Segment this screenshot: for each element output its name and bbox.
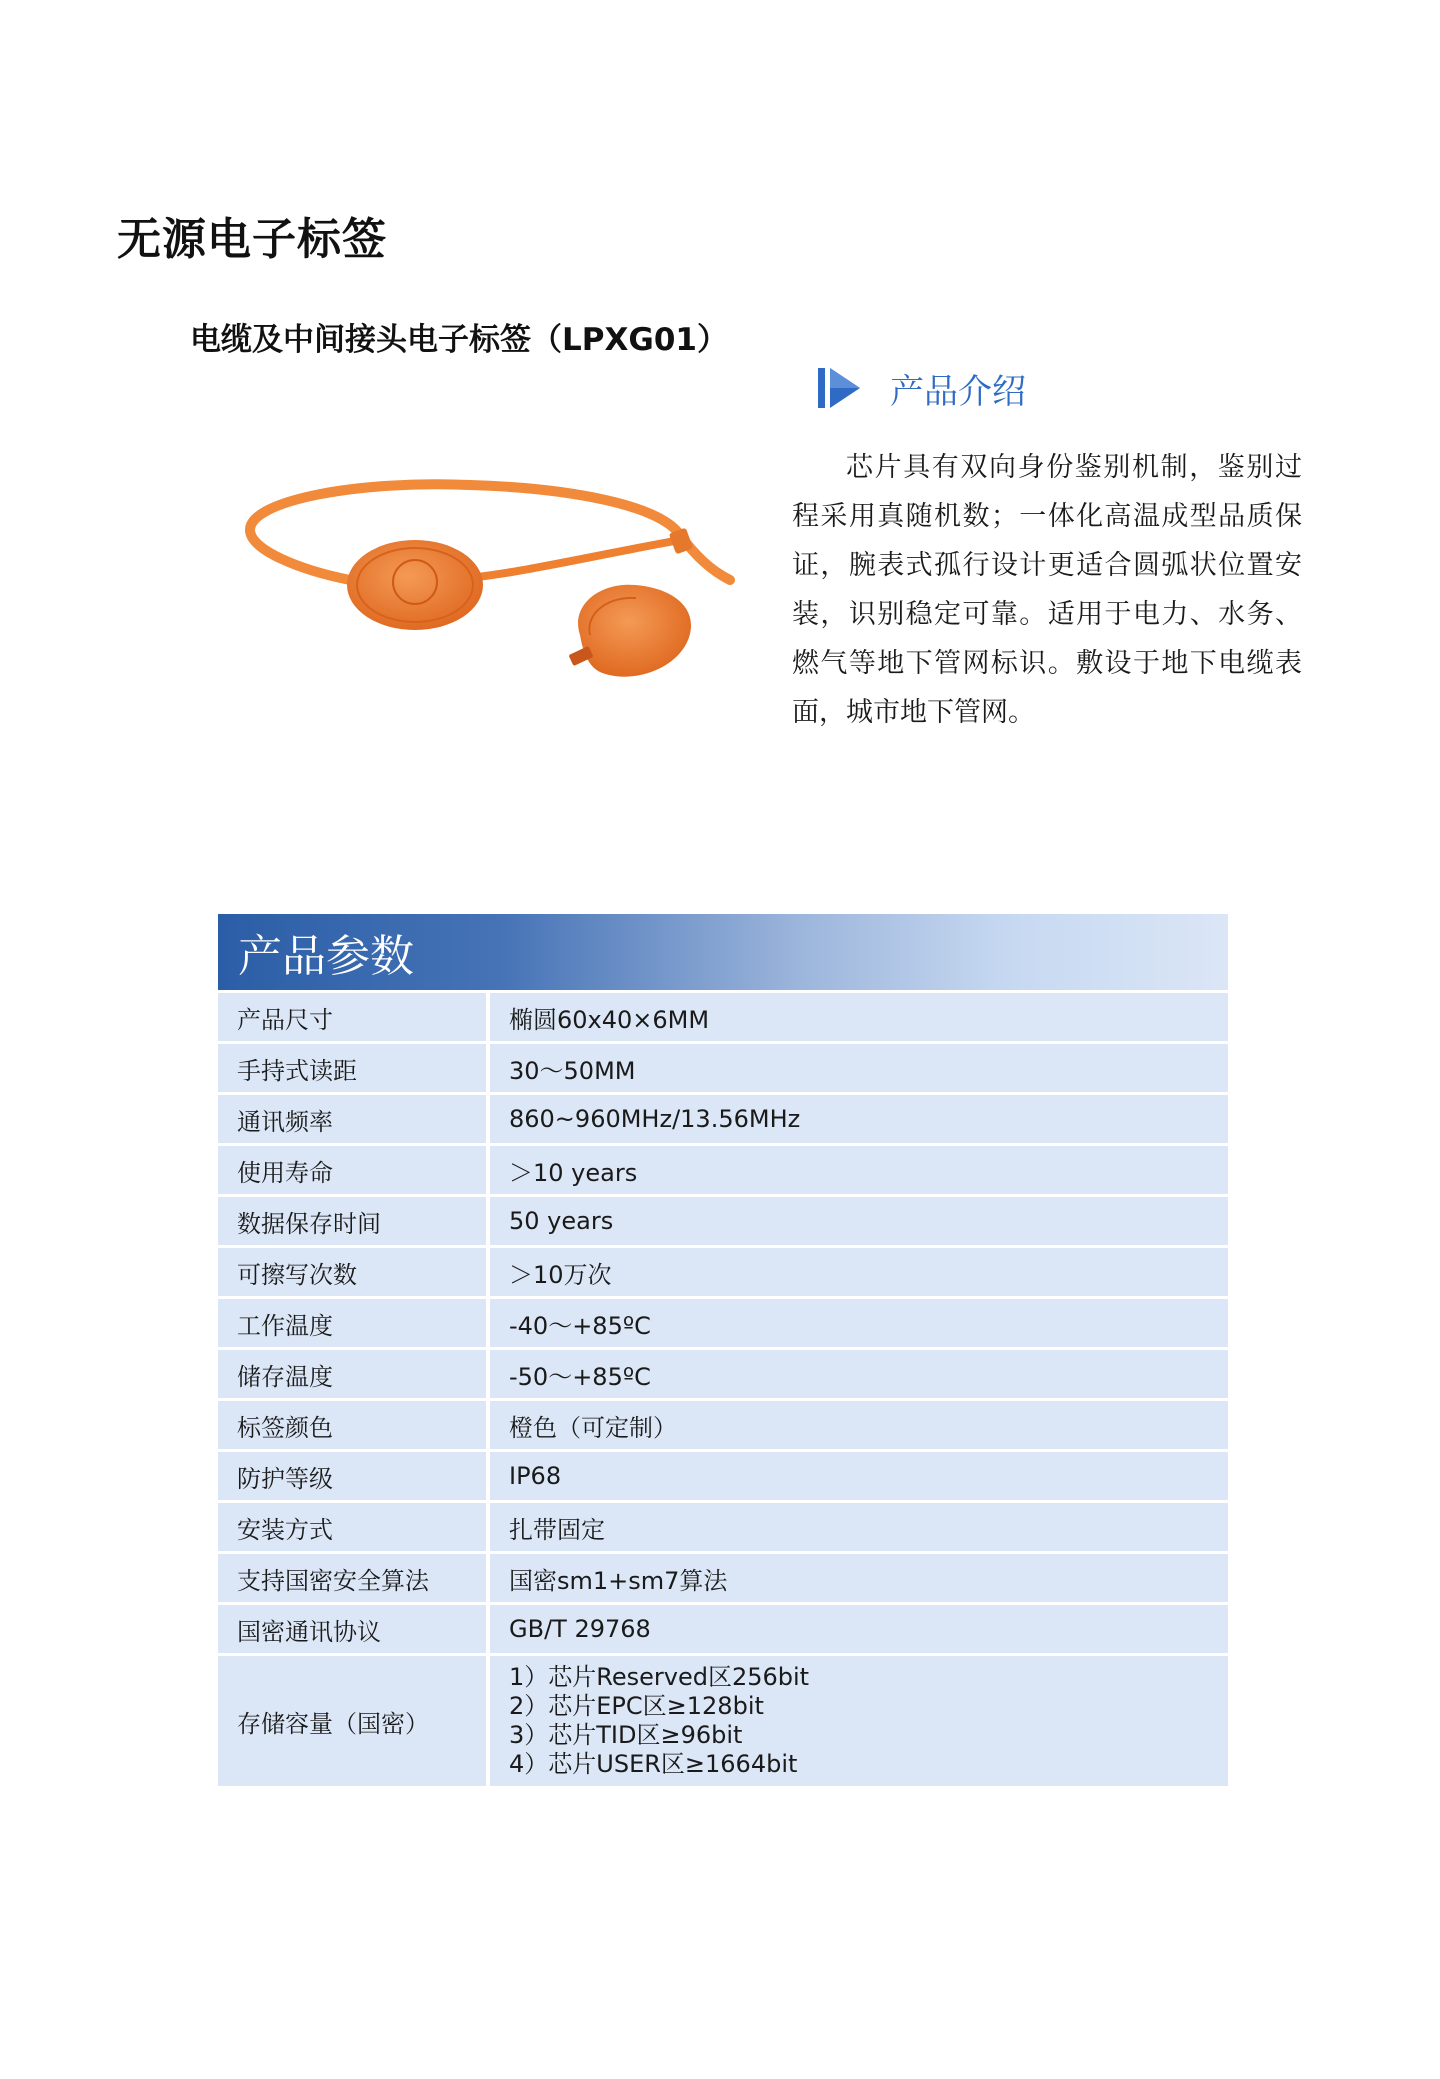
table-row <box>218 1044 1228 1095</box>
storage-capacity-line: 4）芯片USER区≥1664bit <box>509 1750 798 1778</box>
storage-capacity-line: 1）芯片Reserved区256bit <box>509 1663 810 1691</box>
storage-capacity-line: 3）芯片TID区≥96bit <box>509 1721 743 1749</box>
table-row-storage <box>218 1656 1228 1789</box>
param-table <box>218 993 1228 1789</box>
param-key: 产品尺寸 <box>218 993 490 1044</box>
table-row <box>218 1452 1228 1503</box>
params-section <box>218 914 1228 1789</box>
param-value: ＞10万次 <box>490 1248 1228 1299</box>
params-header: 产品参数 <box>218 914 1228 993</box>
product-image <box>240 460 740 710</box>
intro-label: 产品介绍 <box>890 371 1026 412</box>
param-key: 国密通讯协议 <box>218 1605 490 1656</box>
param-value: -50～+85ºC <box>490 1350 1228 1401</box>
param-value: IP68 <box>490 1452 1228 1503</box>
page-title: 无源电子标签 <box>117 214 387 265</box>
param-key: 存储容量（国密） <box>218 1656 490 1789</box>
product-title: 电缆及中间接头电子标签（LPXG01） <box>190 322 728 358</box>
param-key: 标签颜色 <box>218 1401 490 1452</box>
param-value: -40～+85ºC <box>490 1299 1228 1350</box>
table-row <box>218 1554 1228 1605</box>
param-key: 手持式读距 <box>218 1044 490 1095</box>
table-row <box>218 1350 1228 1401</box>
param-key: 工作温度 <box>218 1299 490 1350</box>
storage-capacity-line: 2）芯片EPC区≥128bit <box>509 1692 764 1720</box>
param-value: 橙色（可定制） <box>490 1401 1228 1452</box>
param-key: 支持国密安全算法 <box>218 1554 490 1605</box>
table-row <box>218 1299 1228 1350</box>
table-row <box>218 1146 1228 1197</box>
param-key: 储存温度 <box>218 1350 490 1401</box>
param-value: GB/T 29768 <box>490 1605 1228 1656</box>
param-value: ＞10 years <box>490 1146 1228 1197</box>
param-value: 国密sm1+sm7算法 <box>490 1554 1228 1605</box>
intro-text: 芯片具有双向身份鉴别机制，鉴别过程采用真随机数；一体化高温成型品质保证，腕表式孤行设计更适合圆弧状位置安装，识别稳定可靠。适用于电力、水务、燃气等地下管网标识。敷设于地下电缆表面，城市地下管网。 <box>792 452 1302 728</box>
play-arrow-icon <box>818 364 862 412</box>
table-row <box>218 1248 1228 1299</box>
param-key: 通讯频率 <box>218 1095 490 1146</box>
table-row <box>218 1095 1228 1146</box>
param-value: 椭圆60x40×6MM <box>490 993 1228 1044</box>
param-value: 50 years <box>490 1197 1228 1248</box>
table-row <box>218 993 1228 1044</box>
table-row <box>218 1401 1228 1452</box>
table-row <box>218 1503 1228 1554</box>
table-row <box>218 1197 1228 1248</box>
param-key: 防护等级 <box>218 1452 490 1503</box>
param-value: 30～50MM <box>490 1044 1228 1095</box>
param-key: 使用寿命 <box>218 1146 490 1197</box>
table-row <box>218 1605 1228 1656</box>
param-value: 扎带固定 <box>490 1503 1228 1554</box>
param-key: 数据保存时间 <box>218 1197 490 1248</box>
storage-capacity-list <box>490 1656 1228 1789</box>
param-key: 可擦写次数 <box>218 1248 490 1299</box>
param-value: 860~960MHz/13.56MHz <box>490 1095 1228 1146</box>
param-key: 安装方式 <box>218 1503 490 1554</box>
intro-header <box>818 363 1026 413</box>
